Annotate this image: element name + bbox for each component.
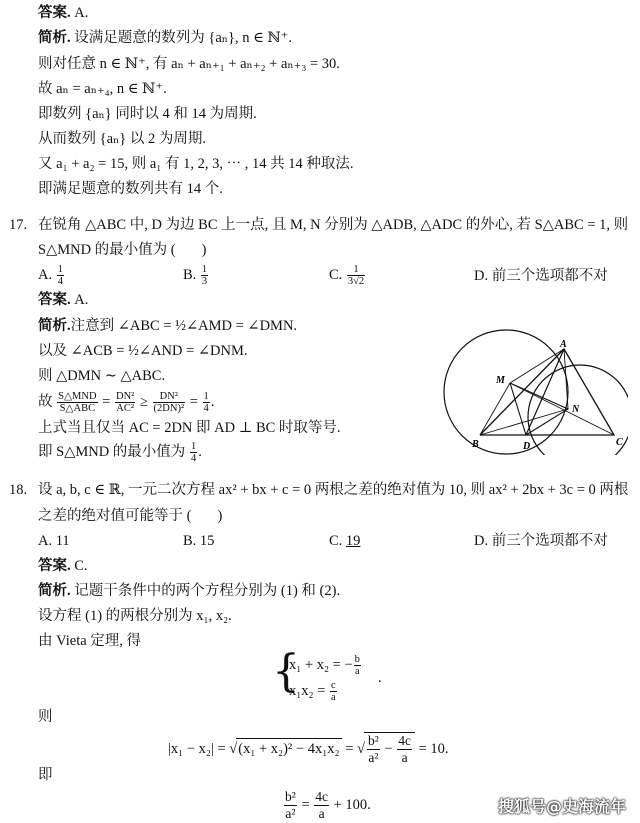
q17-step-6: 即 S△MND 的最小值为 $\frac{1}{4}$ . (38, 441, 202, 464)
q17-step-4: 故 $\frac{\text{S△MND}}{\text{S△ABC}}$ = $\frac{\text{DN²}}{\text{AC²}}$ ≥ $\frac{\text{DN²}}{\text{(2DN)²}}$ = $\frac{1}{4}$ . (38, 391, 215, 414)
q18-option-d: D. 前三个选项都不对 (474, 533, 608, 549)
q16-line-2: 则对任意 n ∈ ℕ⁺, 有 aₙ + aₙ₊₁ + aₙ₊₂ + aₙ₊₃ = 30. (38, 56, 340, 72)
label-m: M (496, 375, 505, 386)
q18-answer: 答案. C. (38, 558, 88, 574)
q18-step-3: 由 Vieta 定理, 得 (38, 633, 142, 649)
distance-equation: |x₁ − x₂| = √(x₁ + x₂)² − 4x₁x₂ = √ $\frac{\text{b²}}{\text{a²}}$ − $\frac{4c}{a}$ = 10. (168, 733, 449, 765)
q17-option-b: B. $\frac{1}{3}$ (183, 264, 208, 287)
segment-na (564, 349, 568, 409)
q16-line-6: 又 a₁ + a₂ = 15, 则 a₁ 有 1, 2, 3, ⋯ , 14 共 14 种取法. (38, 156, 354, 172)
q18-stem-line-2: 之差的绝对值可能等于 ( ) (38, 508, 223, 524)
q16-line-4: 即数列 {aₙ} 同时以 4 和 14 为周期. (38, 106, 257, 122)
q17-stem-line-1: 在锐角 △ABC 中, D 为边 BC 上一点, 且 M, N 分别为 △ADB, △ADC 的外心, 若 S△ABC = 1, 则 (38, 217, 629, 233)
label-a: A (560, 339, 567, 350)
q16-line-5: 从而数列 {aₙ} 以 2 为周期. (38, 131, 207, 147)
q17-step-1: 简析.注意到 ∠ABC = ½∠AMD = ∠DMN. (38, 318, 298, 334)
segment-ad (526, 349, 564, 435)
watermark: 搜狐号@史海流年 (497, 797, 626, 816)
result-equation: $\frac{\text{b²}}{\text{a²}}$ = $\frac{4c}{a}$ + 100. (285, 789, 371, 821)
q16-line-3: 故 aₙ = aₙ₊₄, n ∈ ℕ⁺. (38, 81, 167, 97)
q18-option-b: B. 15 (183, 533, 215, 549)
q18-step-5: 即 (38, 767, 53, 783)
label-d: D (523, 441, 531, 452)
q18-step-1: 简析. 记题干条件中的两个方程分别为 (1) 和 (2). (38, 583, 341, 599)
q17-option-d: D. 前三个选项都不对 (474, 268, 608, 284)
q17-answer: 答案. A. (38, 292, 89, 308)
system-period: . (378, 670, 382, 686)
q17-stem-line-2: S△MND 的最小值为 ( ) (38, 242, 207, 258)
label-b: B (472, 439, 479, 450)
q18-option-a: A. 11 (38, 533, 70, 549)
vieta-product: x₁x₂ = $\frac{c}{a}$ (289, 680, 336, 703)
label-n: N (572, 404, 580, 415)
triangle-mnd (510, 383, 568, 435)
q18-step-4: 则 (38, 709, 53, 725)
q18-stem-line-1: 设 a, b, c ∈ ℝ, 一元二次方程 ax² + bx + c = 0 两根之差的绝对值为 10, 则 ax² + 2bx + 3c = 0 两根 (38, 482, 629, 498)
q18-step-2: 设方程 (1) 的两根分别为 x₁, x₂. (38, 608, 232, 624)
vieta-sum: x₁ + x₂ = − $\frac{b}{a}$ (289, 654, 360, 677)
q17-step-5: 上式当且仅当 AC = 2DN 即 AD ⊥ BC 时取等号. (38, 420, 341, 436)
system-brace: { (272, 646, 300, 697)
q16-answer: 答案. A. (38, 5, 89, 21)
q17-step-2: 以及 ∠ACB = ½∠AND = ∠DNM. (38, 343, 248, 359)
q17-number: 17. (9, 217, 28, 233)
circumcircle-figure (438, 325, 628, 455)
q18-number: 18. (9, 482, 28, 498)
q17-step-3: 则 △DMN ∼ △ABC. (38, 368, 166, 384)
q17-option-a: A. $\frac{1}{4}$ (38, 264, 63, 287)
q17-option-c: C. $\frac{1}{3√2}$ (329, 264, 365, 287)
q18-option-c: C. 19 (329, 533, 361, 549)
q16-line-7: 即满足题意的数列共有 14 个. (38, 181, 223, 197)
q16-line-1: 简析. 设满足题意的数列为 {aₙ}, n ∈ ℕ⁺. (38, 30, 293, 46)
label-c: C (616, 437, 623, 448)
